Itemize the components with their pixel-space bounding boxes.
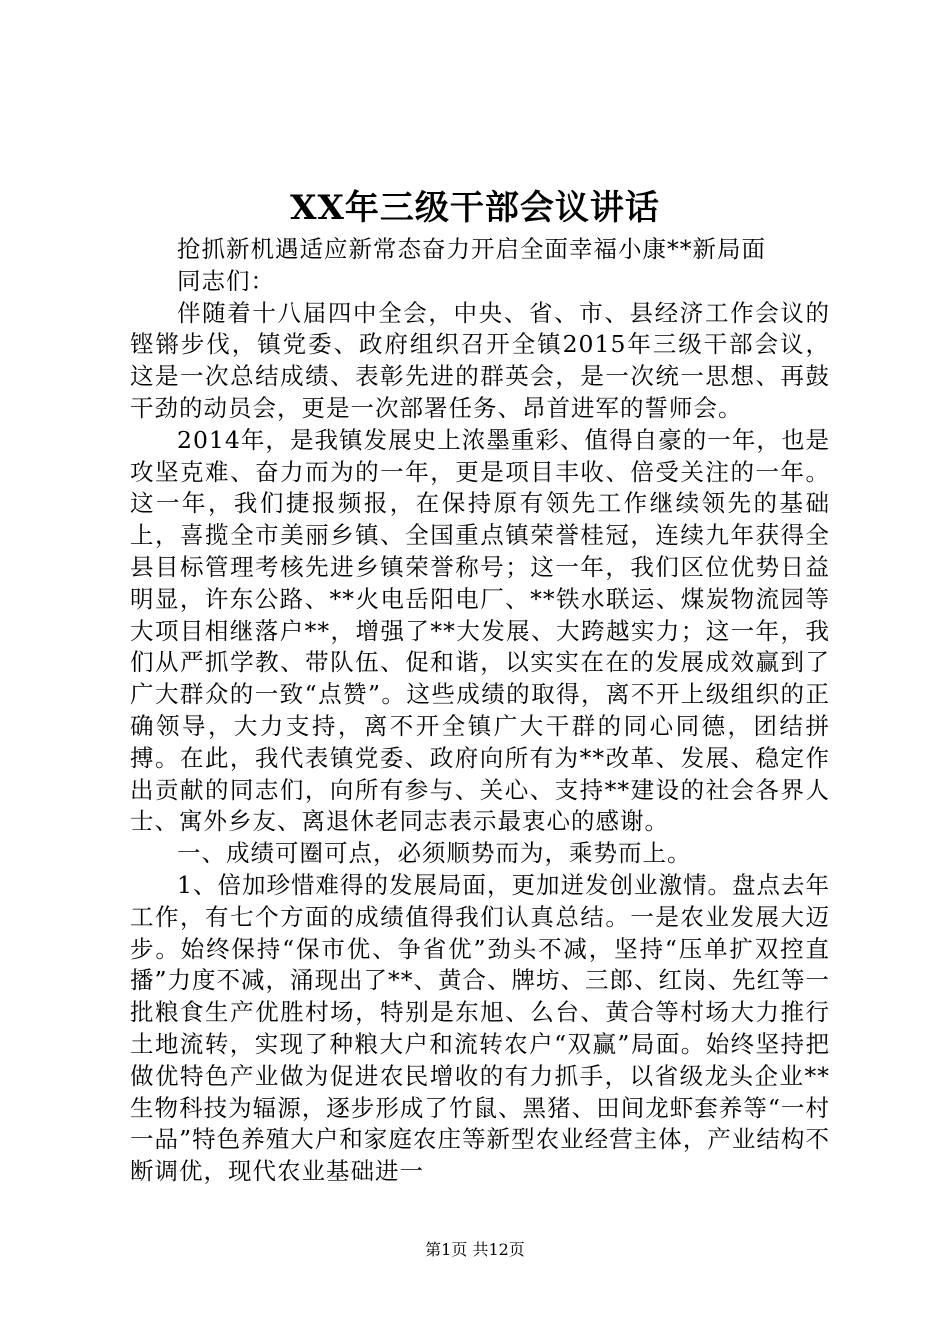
- section-heading-1: 一、成绩可圈可点，必须顺势而为，乘势而上。: [177, 839, 692, 868]
- paragraph-section-1-1: 1、倍加珍惜难得的发展局面，更加迸发创业激情。盘点去年工作，有七个方面的成绩值得我们认真总结。一是农业发展大迈步。始终保持“保市优、争省优”劲头不减，坚持“压单扩双控直播”力度不减，涌现出了**、黄合、牌坊、三郎、红岗、先红等一批粮食生产优胜村场，特别是东旭、么台、黄合等村场大力推行土地流转，实现了种粮大户和流转农户“双赢”局面。始终坚持把做优特色产业做为促进农民增收的有力抓手，以省级龙头企业**生物科技为辐源，逐步形成了竹鼠、黑猪、田间龙虾套养等“一村一品”特色养殖大户和家庭农庄等新型农业经营主体，产业结构不断调优，现代农业基础进一: [130, 870, 831, 1186]
- document-title: XX年三级干部会议讲话: [290, 188, 660, 228]
- paragraph-2014-review: 2014年，是我镇发展史上浓墨重彩、值得自豪的一年，也是攻坚克难、奋力而为的一年，更是项目丰收、倍受关注的一年。这一年，我们捷报频报，在保持原有领先工作继续领先的基础上，喜揽全市美丽乡镇、全国重点镇荣誉桂冠，连续九年获得全县目标管理考核先进乡镇荣誉称号；这一年，我们区位优势日益明显，许东公路、**火电岳阳电厂、**铁水联运、煤炭物流园等大项目相继落户**，增强了**大发展、大跨越实力；这一年，我们从严抓学教、带队伍、促和谐，以实实在在的发展成效赢到了广大群众的一致“点赞”。这些成绩的取得，离不开上级组织的正确领导，大力支持，离不开全镇广大干群的同心同德，团结拼搏。在此，我代表镇党委、政府向所有为**改革、发展、稳定作出贡献的同志们，向所有参与、关心、支持**建设的社会各界人士、寓外乡友、离退休老同志表示最衷心的感谢。: [130, 425, 830, 836]
- paragraph-subtitle: 抢抓新机遇适应新常态奋力开启全面幸福小康**新局面: [177, 235, 766, 263]
- page-footer: 第1页 共12页: [425, 1240, 525, 1259]
- paragraph-intro: 伴随着十八届四中全会，中央、省、市、县经济工作会议的铿锵步伐，镇党委、政府组织召开全镇2015年三级干部会议，这是一次总结成绩、表彰先进的群英会，是一次统一思想、再鼓干劲的动员会，更是一次部署任务、昂首进军的誓师会。: [130, 298, 830, 422]
- paragraph-salutation: 同志们：: [177, 266, 275, 295]
- document-body: [130, 234, 830, 1188]
